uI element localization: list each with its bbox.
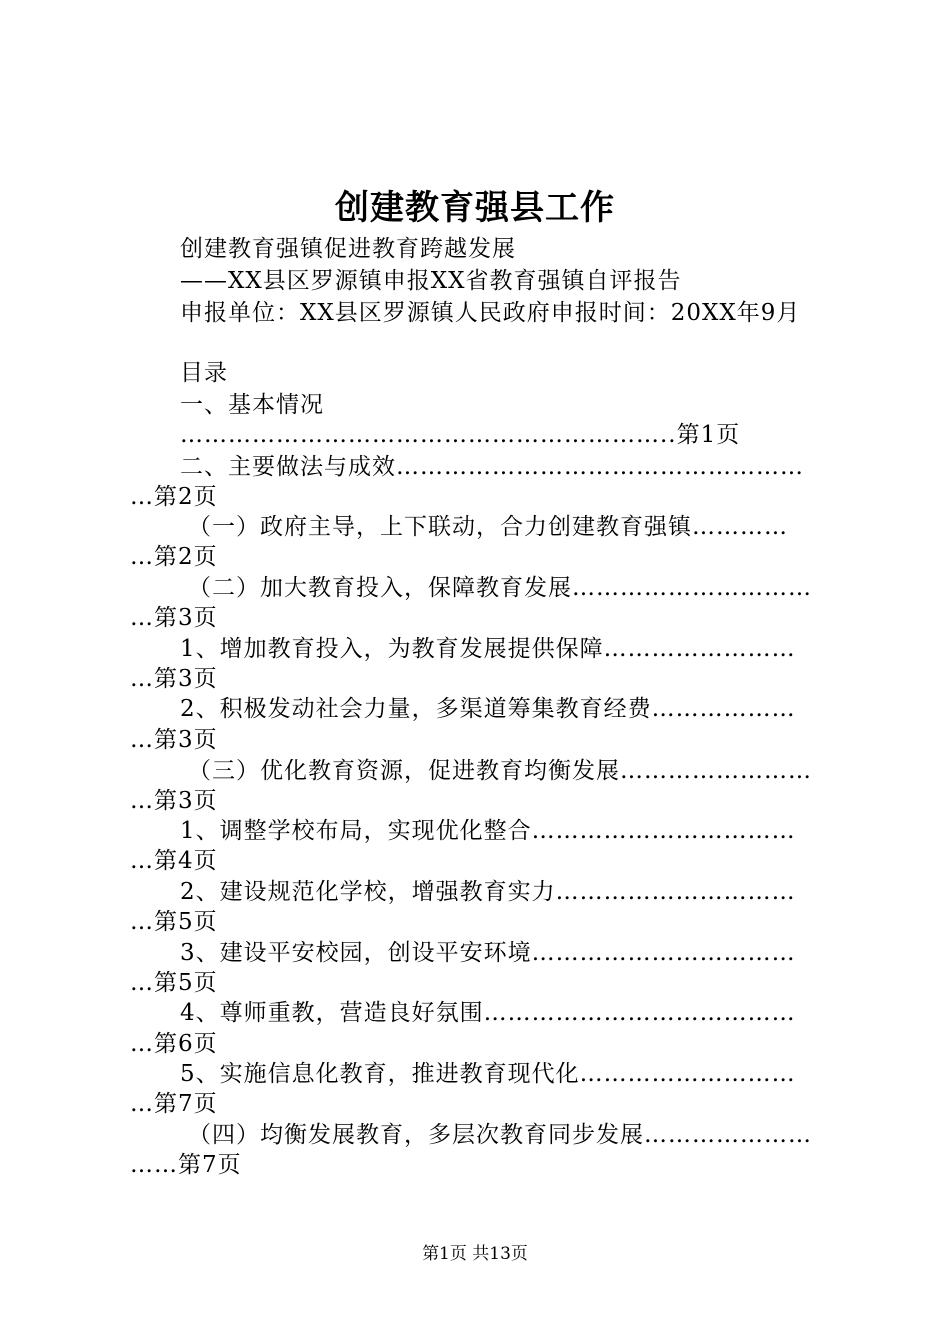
toc-line: …第5页 bbox=[130, 909, 218, 935]
toc-line: …第4页 bbox=[130, 848, 218, 874]
page-footer: 第1页 共13页 bbox=[422, 1244, 528, 1264]
toc-heading: 目录 bbox=[180, 360, 228, 386]
toc-line: （二）加大教育投入，保障教育发展………………………… bbox=[188, 575, 812, 601]
page-title: 创建教育强县工作 bbox=[335, 188, 615, 228]
toc-line: ……………………………………………………..第1页 bbox=[180, 422, 741, 448]
toc-line: …第3页 bbox=[130, 788, 218, 814]
toc-line: （四）均衡发展教育，多层次教育同步发展………………… bbox=[188, 1122, 812, 1148]
report-name-line: ——XX县区罗源镇申报XX省教育强镇自评报告 bbox=[180, 268, 682, 294]
toc-line: …第3页 bbox=[130, 605, 218, 631]
applicant-line: 申报单位：XX县区罗源镇人民政府申报时间：20XX年9月 bbox=[180, 300, 801, 326]
toc-line: （一）政府主导，上下联动，合力创建教育强镇………… bbox=[188, 514, 788, 540]
toc-line: …第7页 bbox=[130, 1091, 218, 1117]
toc-line: …第2页 bbox=[130, 484, 218, 510]
toc-line: 1、调整学校布局，实现优化整合…………………………… bbox=[180, 818, 796, 844]
toc-line: 1、增加教育投入，为教育发展提供保障…………………… bbox=[180, 636, 796, 662]
toc-line: 4、尊师重教，营造良好氛围………………………………… bbox=[180, 1000, 796, 1026]
toc-line: 二、主要做法与成效…………………………………………… bbox=[180, 454, 804, 480]
toc-line: …第6页 bbox=[130, 1031, 218, 1057]
toc-line: …第5页 bbox=[130, 970, 218, 996]
toc-line: （三）优化教育资源，促进教育均衡发展…………………… bbox=[188, 758, 812, 784]
toc-line: …第2页 bbox=[130, 544, 218, 570]
toc-line: …第3页 bbox=[130, 666, 218, 692]
subtitle-line: 创建教育强镇促进教育跨越发展 bbox=[180, 236, 516, 262]
toc-line: 一、基本情况 bbox=[180, 392, 324, 418]
toc-line: 2、建设规范化学校，增强教育实力………………………… bbox=[180, 879, 796, 905]
toc-line: …第3页 bbox=[130, 727, 218, 753]
toc-line: 2、积极发动社会力量，多渠道筹集教育经费……………… bbox=[180, 696, 796, 722]
toc-line: ……第7页 bbox=[130, 1152, 242, 1178]
toc-line: 3、建设平安校园，创设平安环境…………………………… bbox=[180, 940, 796, 966]
toc-line: 5、实施信息化教育，推进教育现代化……………………… bbox=[180, 1061, 796, 1087]
